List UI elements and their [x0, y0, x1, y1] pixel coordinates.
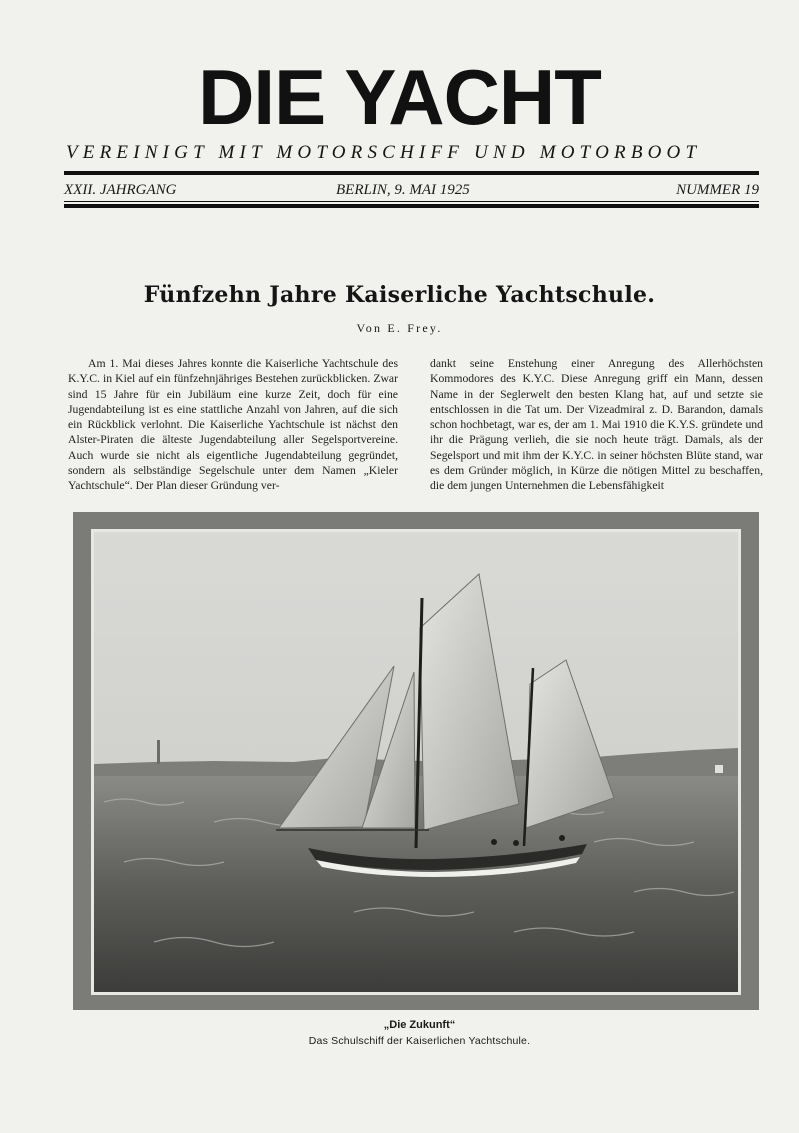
magazine-title: DIE YACHT	[198, 53, 601, 141]
article-title: Fünfzehn Jahre Kaiserliche Yachtschule.	[143, 282, 656, 308]
magazine-subtitle: VEREINIGT MIT MOTORSCHIFF UND MOTORBOOT	[66, 142, 702, 163]
masthead-rule-top	[64, 171, 759, 175]
sailing-yacht-photo	[94, 532, 738, 992]
masthead-rule-thin	[64, 201, 759, 202]
issue-number: NUMMER 19	[676, 182, 759, 198]
issue-info-line	[64, 181, 759, 199]
photo-frame	[73, 512, 759, 1010]
article-column-right: dankt seine Enstehung einer Anregung des Allerhöchsten Kommodores des K.Y.C. Diese Anregung griff ein Mann, dessen Name in der Seglerwelt den besten Klang hat, auf und setzte sie entschlossen in die Tat um. Der Vizeadmiral z. D. Barandon, damals schon hochbetagt, war es, der am 1. Mai 1910 die K.Y.S. gründete und ihr die Prägung verlieh, die sie noch heute trägt. Damals, als der Segelsport und mit ihm der K.Y.C. in seiner höchsten Blüte stand, war es dem Gründer möglich, in Kürze die nötigen Mittel zu beschaffen, die dem jungen Unternehmen die Lebensfähigkeit	[430, 357, 763, 493]
photo-caption-text: Das Schulschiff der Kaiserlichen Yachtschule.	[308, 1035, 531, 1047]
volume-label: XXII. JAHRGANG	[64, 182, 177, 198]
article-column-left: Am 1. Mai dieses Jahres konnte die Kaiserliche Yachtschule des K.Y.C. in Kiel auf ein fünfzehnjähriges Bestehen zurückblicken. Zwar sind 15 Jahre für ein Jubiläum eine kurze Zeit, doch für eine Jugendabteilung ist es eine stattliche Anzahl von Jahren, auf die sich ein Rückblick verlohnt. Die Kaiserliche Yachtschule ist nächst den Alster-Piraten die älteste Jugendabteilung aller Segelsportvereine. Auch wurde sie nicht als eigentliche Jugendabteilung gegründet, sondern als selbständige Segelschule unter dem Namen „Kieler Yachtschule“. Der Plan dieser Gründung ver-	[68, 357, 398, 493]
article-byline: Von E. Frey.	[356, 321, 443, 335]
issue-date: BERLIN, 9. MAI 1925	[336, 182, 470, 198]
photo-caption-title: „Die Zukunft“	[383, 1019, 456, 1031]
masthead-rule-bottom	[64, 204, 759, 208]
